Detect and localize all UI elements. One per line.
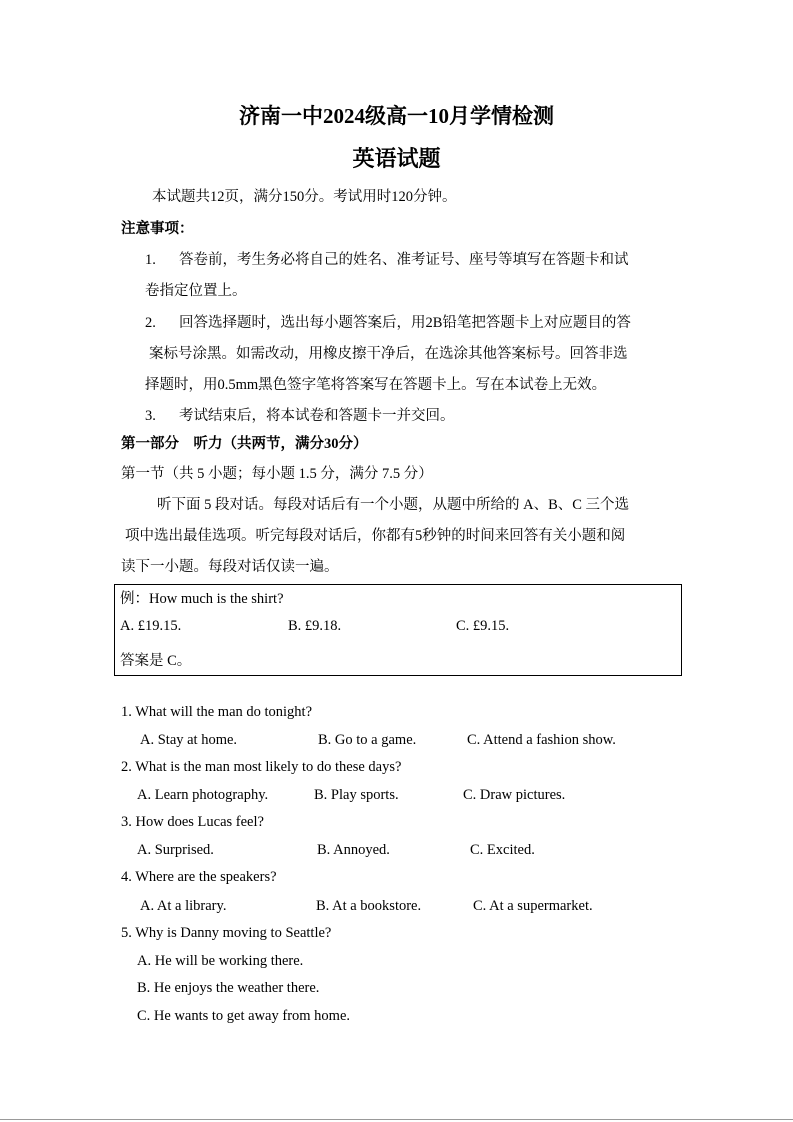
- note-item-1-cont: 卷指定位置上。: [145, 283, 247, 299]
- example-question: 例：How much is the shirt?: [120, 591, 284, 607]
- note-item-2-cont: 案标号涂黑。如需改动，用橡皮擦干净后，在选涂其他答案标号。回答非选: [149, 346, 628, 362]
- option-b: B. He enjoys the weather there.: [137, 980, 320, 996]
- example-answer: 答案是 C。: [120, 653, 192, 669]
- note-text: 考试结束后，将本试卷和答题卡一并交回。: [179, 408, 455, 424]
- note-number: 3.: [145, 408, 156, 424]
- note-item-2: [145, 311, 631, 332]
- example-box: [114, 584, 682, 676]
- option-c: C. He wants to get away from home.: [137, 1008, 351, 1024]
- note-number: 1.: [145, 252, 156, 268]
- option-c: C. Attend a fashion show.: [467, 732, 616, 748]
- option-b: B. At a bookstore.: [316, 898, 422, 914]
- page-bottom-divider: [0, 1119, 793, 1120]
- option-c: C. Excited.: [470, 842, 535, 858]
- note-item-3: [145, 404, 455, 425]
- question-stem: 2. What is the man most likely to do these days?: [121, 759, 402, 775]
- exam-title: 济南一中2024级高一10月学情检测: [239, 104, 554, 128]
- question-stem: 3. How does Lucas feel?: [121, 814, 264, 830]
- section-part-heading: 第一部分 听力（共两节，满分30分）: [121, 436, 368, 452]
- note-item-2-cont: 择题时，用0.5mm黑色签字笔将答案写在答题卡上。写在本试卷上无效。: [145, 377, 607, 393]
- option-b: B. Annoyed.: [317, 842, 390, 858]
- question-stem: 1. What will the man do tonight?: [121, 704, 313, 720]
- subject-title: 英语试题: [352, 146, 441, 171]
- example-option-c: C. £9.15.: [456, 618, 510, 634]
- note-number: 2.: [145, 315, 156, 331]
- note-item-1: [145, 248, 629, 269]
- question-stem: 5. Why is Danny moving to Seattle?: [121, 925, 332, 941]
- exam-intro: 本试题共12页，满分150分。考试用时120分钟。: [152, 189, 457, 205]
- example-option-a: A. £19.15.: [120, 618, 182, 634]
- option-a: A. He will be working there.: [137, 953, 304, 969]
- instructions-line: 听下面 5 段对话。每段对话后有一个小题，从题中所给的 A、B、C 三个选: [157, 497, 630, 513]
- notes-heading: 注意事项：: [121, 221, 194, 237]
- section-sub-heading: 第一节（共 5 小题；每小题 1.5 分，满分 7.5 分）: [121, 466, 433, 482]
- option-a: A. At a library.: [140, 898, 227, 914]
- option-b: B. Play sports.: [314, 787, 399, 803]
- option-a: A. Surprised.: [137, 842, 214, 858]
- instructions-line: 项中选出最佳选项。听完每段对话后，你都有5秒钟的时间来回答有关小题和阅: [125, 528, 626, 544]
- option-c: C. Draw pictures.: [463, 787, 566, 803]
- option-a: A. Learn photography.: [137, 787, 269, 803]
- note-text: 回答选择题时，选出每小题答案后，用2B铅笔把答题卡上对应题目的答: [179, 315, 631, 331]
- note-text: 答卷前，考生务必将自己的姓名、准考证号、座号等填写在答题卡和试: [179, 252, 629, 268]
- instructions-line: 读下一小题。每段对话仅读一遍。: [121, 559, 339, 575]
- option-c: C. At a supermarket.: [473, 898, 593, 914]
- option-a: A. Stay at home.: [140, 732, 238, 748]
- question-stem: 4. Where are the speakers?: [121, 869, 277, 885]
- option-b: B. Go to a game.: [318, 732, 417, 748]
- example-option-b: B. £9.18.: [288, 618, 342, 634]
